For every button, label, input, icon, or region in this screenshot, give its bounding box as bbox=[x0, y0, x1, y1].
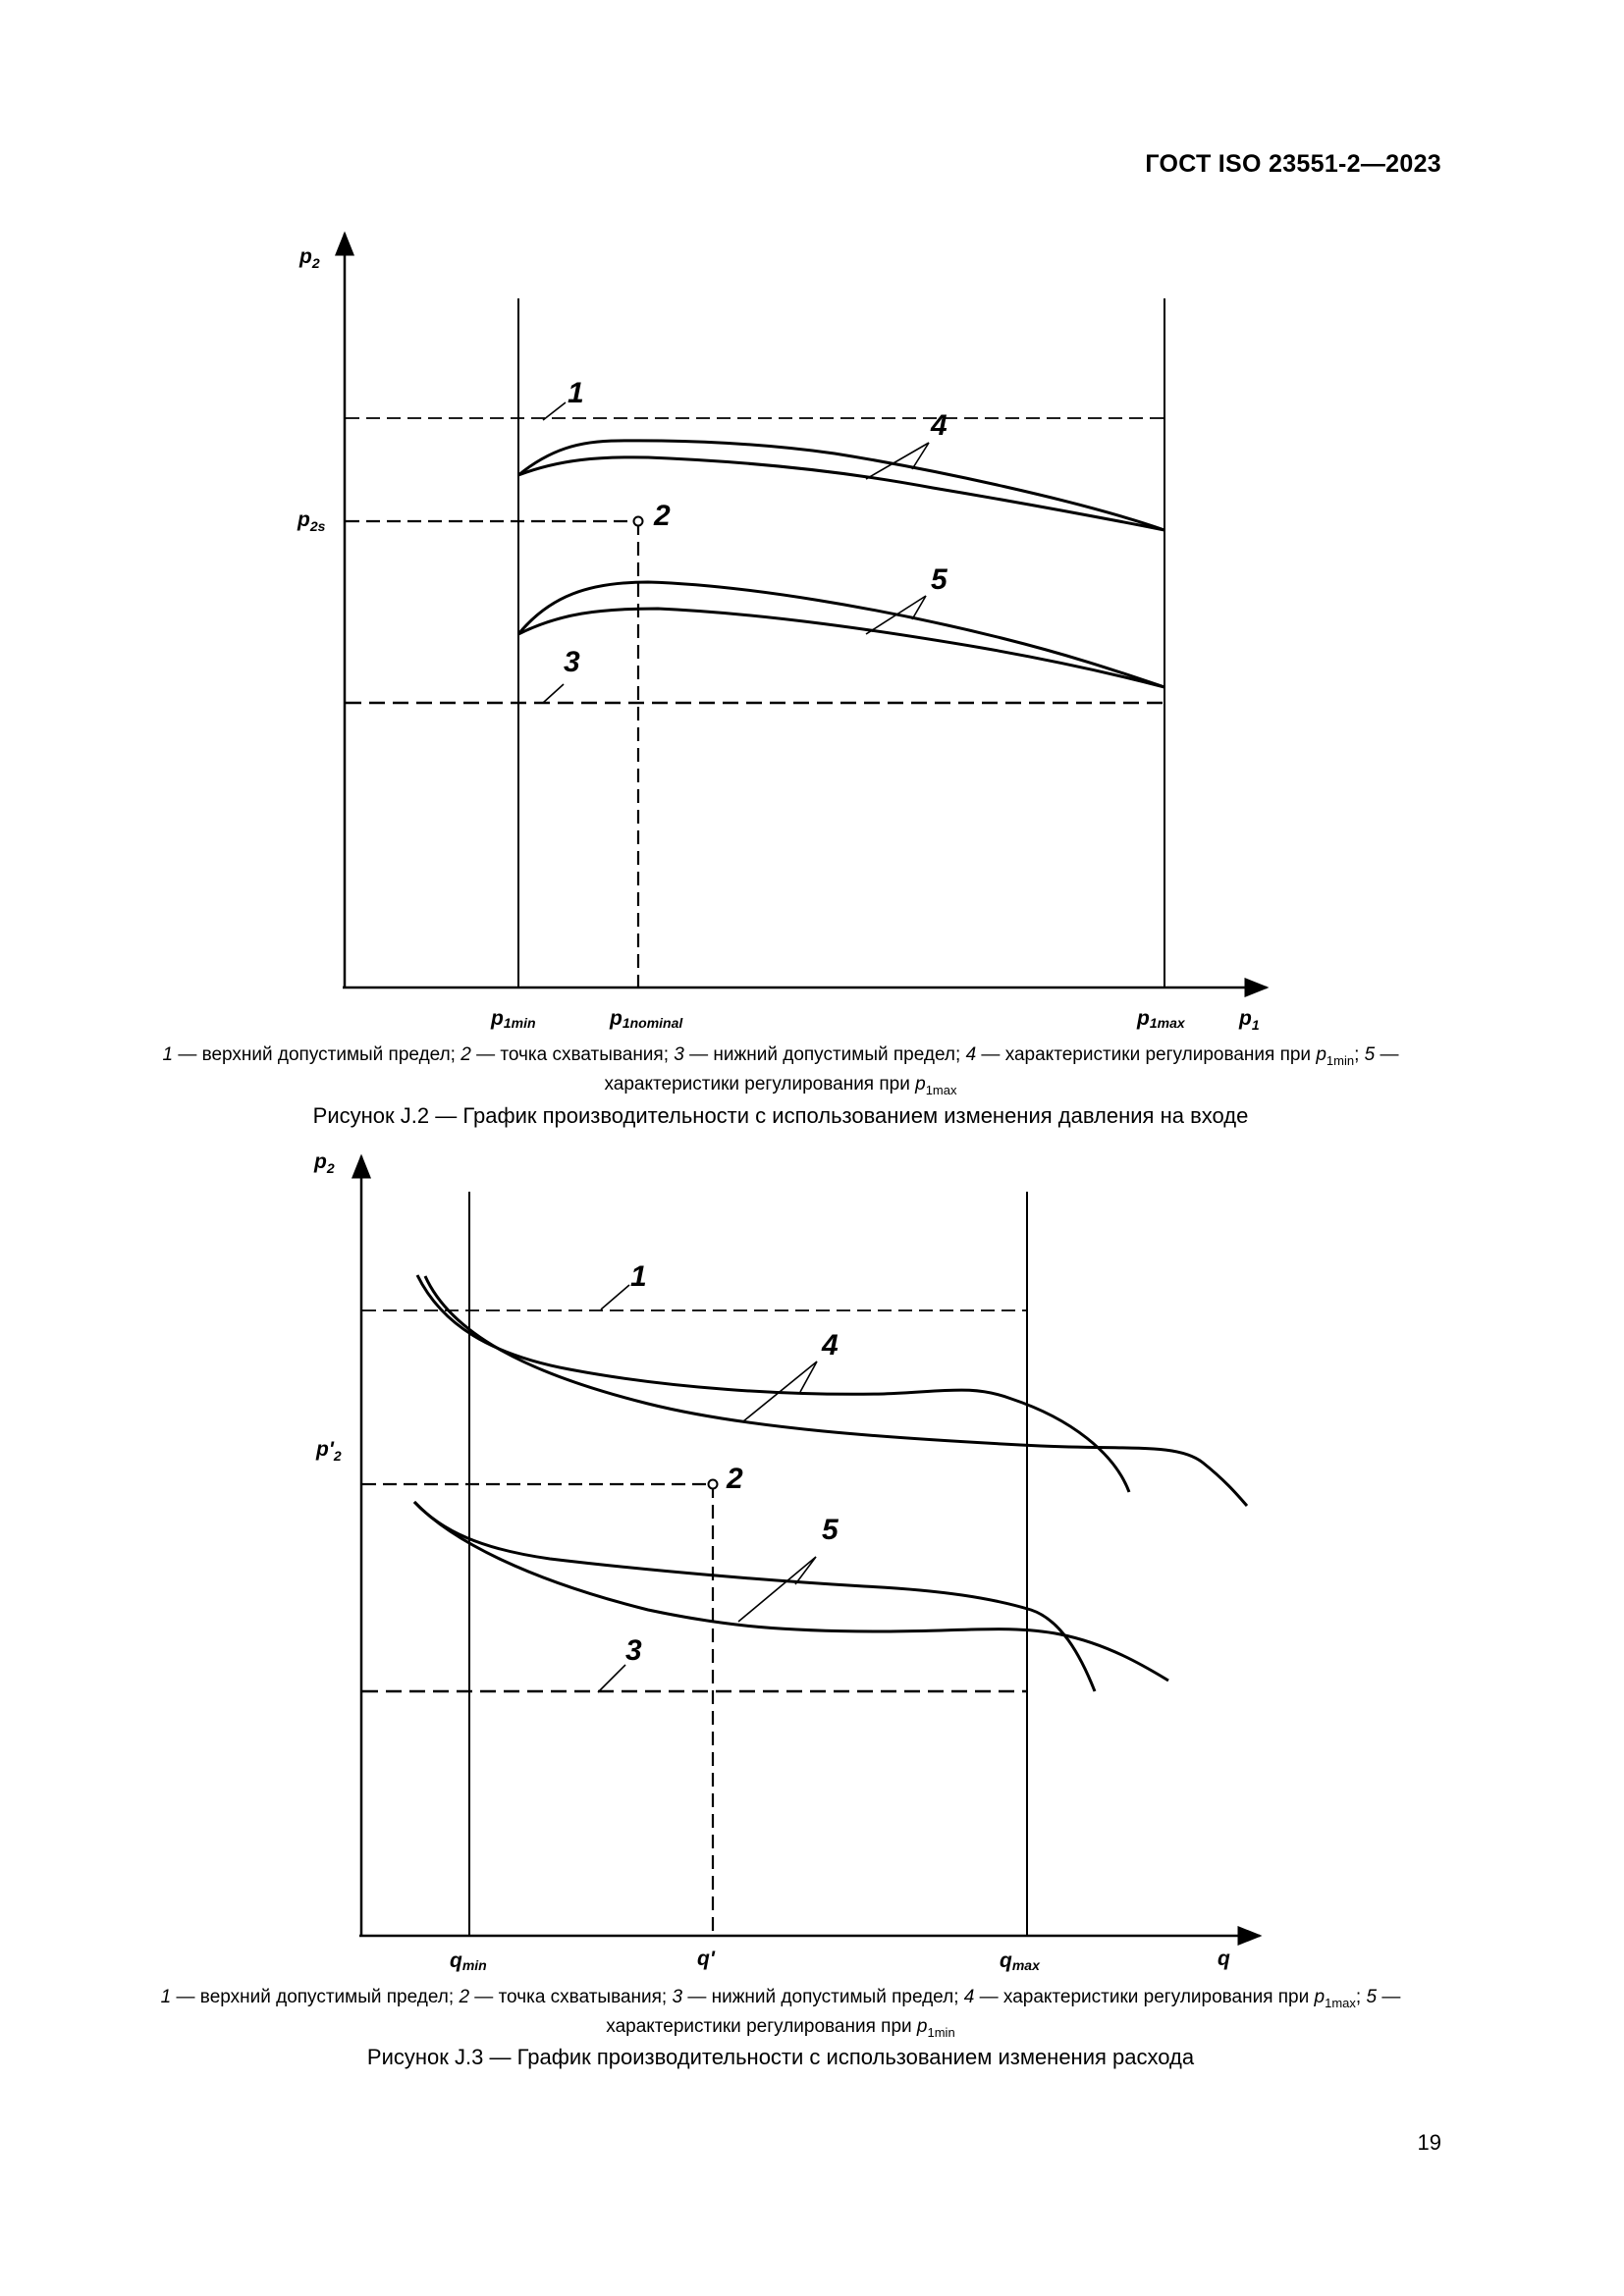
callout-1: 1 bbox=[630, 1260, 647, 1293]
curve-4-upper bbox=[417, 1275, 1129, 1492]
cut-in-point bbox=[709, 1480, 718, 1489]
curve-4-lower bbox=[518, 457, 1164, 530]
x-axis-label: $p_1$ bbox=[1239, 1007, 1260, 1033]
callout-5: 5 bbox=[931, 563, 947, 596]
curve-4-upper bbox=[518, 441, 1164, 530]
figure-j2-legend: 1 — верхний допустимый предел; 2 — точка схватывания; 3 — нижний допустимый предел; 4 — характеристики регулирования при $p_{1min}$; 5 — характеристики регулирования при $p_{1max}$ bbox=[162, 1044, 1399, 1097]
callout-3: 3 bbox=[625, 1634, 642, 1667]
x-tick-qmin: qmin bbox=[450, 1949, 487, 1973]
y-axis-label: $p_2$ bbox=[299, 245, 320, 271]
callout-4: 4 bbox=[822, 1329, 839, 1362]
page-number: 19 bbox=[1417, 2130, 1441, 2155]
x-tick-p1max: p1max bbox=[1137, 1007, 1185, 1031]
cut-in-point bbox=[634, 517, 643, 526]
document-header: ГОСТ ISO 23551-2—2023 bbox=[1145, 150, 1441, 178]
curve-5-upper bbox=[414, 1502, 1095, 1691]
x-tick-qmax: qmax bbox=[1000, 1949, 1040, 1973]
figure-j2-diagram bbox=[0, 0, 1624, 1041]
curve-5-lower bbox=[414, 1502, 1168, 1681]
y-tick-p2prime: $p'_2$ bbox=[316, 1438, 342, 1464]
callout-2: 2 bbox=[727, 1463, 743, 1495]
y-axis-label: $p_2$ bbox=[314, 1150, 335, 1176]
curve-5-lower bbox=[518, 609, 1164, 687]
figure-j3-caption: Рисунок J.3 — График производительности с использованием изменения расхода bbox=[366, 2045, 1195, 2069]
y-tick-p2s: $p_{2s}$ bbox=[298, 508, 326, 534]
callout-4: 4 bbox=[931, 409, 947, 442]
figure-j3-legend: 1 — верхний допустимый предел; 2 — точка схватывания; 3 — нижний допустимый предел; 4 — характеристики регулирования при $p_{1max}$; 5 — характеристики регулирования при $p_{1min}$ bbox=[160, 1987, 1401, 2040]
callout-2: 2 bbox=[654, 500, 671, 532]
x-axis-label: q bbox=[1218, 1948, 1230, 1970]
x-tick-p1min: p1min bbox=[491, 1007, 536, 1031]
figure-j2-caption: Рисунок J.2 — График производительности с использованием изменения давления на входе bbox=[312, 1103, 1249, 1128]
x-tick-qprime: q' bbox=[697, 1948, 715, 1970]
callout-3: 3 bbox=[564, 646, 580, 678]
callout-5: 5 bbox=[822, 1514, 839, 1546]
curve-5-upper bbox=[518, 582, 1164, 687]
figure-j3-diagram bbox=[0, 1129, 1624, 1983]
x-tick-p1nominal: p1nominal bbox=[610, 1007, 683, 1031]
callout-1: 1 bbox=[568, 377, 584, 409]
